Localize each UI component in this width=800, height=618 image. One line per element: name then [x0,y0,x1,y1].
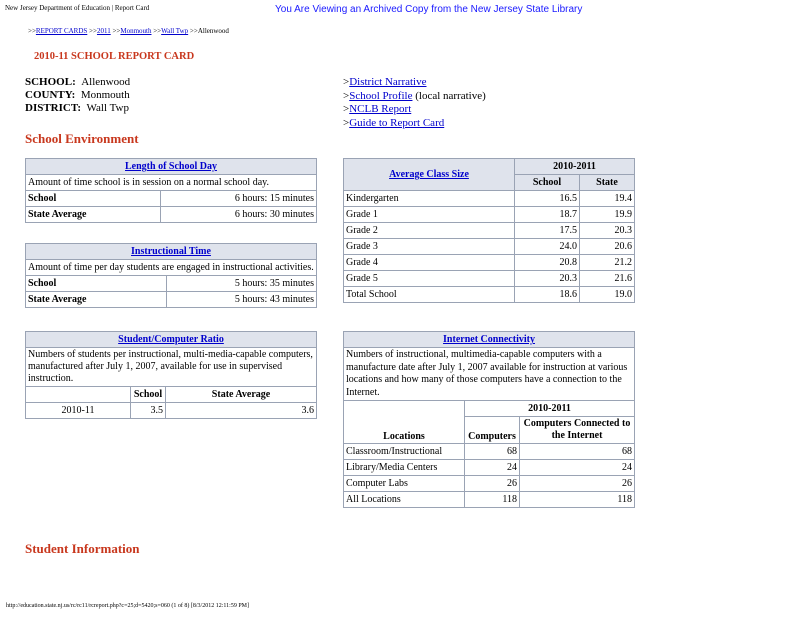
ratio-empty-cell [26,387,131,403]
breadcrumb-separator: >> [189,27,198,35]
breadcrumb-2011[interactable]: 2011 [96,27,111,35]
breadcrumb-current: Allenwood [197,27,229,35]
row-school: 16.5 [515,191,580,207]
county-label: COUNTY: [25,89,76,101]
page-title: 2010-11 SCHOOL REPORT CARD [34,51,195,62]
table-row [344,476,635,492]
instructional-state-label: State Average [26,292,167,308]
row-school: 18.6 [515,287,580,303]
class-size-col-school: School [515,175,580,191]
internet-col-computers: Computers [465,417,520,444]
length-day-header [26,159,317,175]
ratio-desc: Numbers of students per instructional, multi-media-capable computers, manufactured after July 1, 2007, available for use in supervised instruction. [26,348,317,387]
class-size-col-state: State [580,175,635,191]
breadcrumb-separator: >> [153,27,162,35]
class-size-link[interactable]: Average Class Size [389,169,469,180]
row-state: 21.6 [580,271,635,287]
instructional-header [26,244,317,260]
internet-connectivity-table [343,331,635,508]
row-connected: 68 [520,444,635,460]
row-school: 20.8 [515,255,580,271]
row-connected: 118 [520,492,635,508]
length-day-school-label: School [26,191,161,207]
row-state: 19.4 [580,191,635,207]
archive-banner: You Are Viewing an Archived Copy from the New Jersey State Library [275,4,583,15]
table-row [344,271,635,287]
district-narrative-link[interactable]: District Narrative [349,76,427,88]
internet-link[interactable]: Internet Connectivity [443,334,535,345]
breadcrumb-report-cards[interactable]: REPORT CARDS [35,27,88,35]
table-row [344,207,635,223]
student-computer-ratio-table [25,331,317,419]
internet-desc: Numbers of instructional, multimedia-capable computers with a manufacture date after July 1, 2007 available for instruction at various locations and how many of those computers have a connection to the Internet. [344,348,635,401]
table-row [344,444,635,460]
school-environment-heading: School Environment [25,131,139,146]
instructional-school-label: School [26,276,167,292]
table-row [344,255,635,271]
district-name: Wall Twp [86,102,129,114]
row-computers: 26 [465,476,520,492]
table-row [344,287,635,303]
length-day-state-value: 6 hours: 30 minutes [161,207,317,223]
row-label: Grade 4 [344,255,515,271]
class-size-header [344,159,515,191]
row-label: Total School [344,287,515,303]
row-computers: 68 [465,444,520,460]
student-information-heading: Student Information [25,541,140,556]
row-label: Grade 5 [344,271,515,287]
district-label: DISTRICT: [25,102,82,114]
table-row [344,492,635,508]
instructional-state-value: 5 hours: 43 minutes [167,292,317,308]
breadcrumb [28,27,229,35]
row-state: 20.6 [580,239,635,255]
ratio-col-school: School [131,387,166,403]
length-day-desc: Amount of time school is in session on a normal school day. [26,175,317,191]
breadcrumb-separator: >> [89,27,97,35]
internet-col-connected: Computers Connected to the Internet [520,417,635,444]
row-label: Grade 3 [344,239,515,255]
row-label: Classroom/Instructional [344,444,465,460]
row-state: 21.2 [580,255,635,271]
instructional-desc: Amount of time per day students are engaged in instructional activities. [26,260,317,276]
county-name: Monmouth [80,89,130,101]
row-state: 19.9 [580,207,635,223]
ratio-year: 2010-11 [26,403,131,419]
breadcrumb-separator: >> [28,27,36,35]
row-label: Computer Labs [344,476,465,492]
instructional-time-table [25,243,317,308]
row-connected: 26 [520,476,635,492]
breadcrumb-wall-twp[interactable]: Wall Twp [161,27,189,35]
row-computers: 118 [465,492,520,508]
instructional-link[interactable]: Instructional Time [131,246,211,257]
row-label: Grade 1 [344,207,515,223]
breadcrumb-separator: >> [112,27,121,35]
page-footer-url: http://education.state.nj.us/rc/rc11/rcreport.php?c=25;d=5420;s=060 (1 of 8) [8/3/2012 12:11:59 PM] [6,603,249,609]
table-row [344,239,635,255]
average-class-size-table [343,158,635,303]
row-label: Library/Media Centers [344,460,465,476]
internet-header [344,332,635,348]
row-school: 17.5 [515,223,580,239]
nclb-report-link[interactable]: NCLB Report [349,103,412,116]
ratio-header [26,332,317,348]
ratio-link[interactable]: Student/Computer Ratio [118,334,224,345]
row-label: Grade 2 [344,223,515,239]
class-size-year: 2010-2011 [515,159,635,175]
school-name: Allenwood [81,76,131,88]
length-of-school-day-table [25,158,317,223]
row-state: 20.3 [580,223,635,239]
instructional-school-value: 5 hours: 35 minutes [167,276,317,292]
row-label: Kindergarten [344,191,515,207]
row-school: 20.3 [515,271,580,287]
row-computers: 24 [465,460,520,476]
ratio-col-state: State Average [166,387,317,403]
link-prefix: > [343,76,350,88]
link-prefix: > [343,103,350,116]
document-header: New Jersey Department of Education | Report Card [5,4,150,12]
internet-col-locations: Locations [344,401,465,444]
school-label: SCHOOL: [25,76,76,88]
school-profile-note: (local narrative) [412,89,486,102]
school-profile-link[interactable]: School Profile [349,89,413,102]
breadcrumb-monmouth[interactable]: Monmouth [120,27,152,35]
row-school: 24.0 [515,239,580,255]
ratio-school-value: 3.5 [131,403,166,419]
table-row [344,223,635,239]
internet-year: 2010-2011 [465,401,635,417]
table-row [344,460,635,476]
link-prefix: > [343,117,350,130]
guide-link[interactable]: Guide to Report Card [349,117,445,130]
ratio-state-value: 3.6 [166,403,317,419]
link-prefix: > [343,89,350,102]
row-state: 19.0 [580,287,635,303]
row-connected: 24 [520,460,635,476]
length-day-state-label: State Average [26,207,161,223]
report-links [343,76,486,131]
length-day-link[interactable]: Length of School Day [125,161,217,172]
table-row [344,191,635,207]
row-label: All Locations [344,492,465,508]
length-day-school-value: 6 hours: 15 minutes [161,191,317,207]
school-info [25,76,130,115]
row-school: 18.7 [515,207,580,223]
